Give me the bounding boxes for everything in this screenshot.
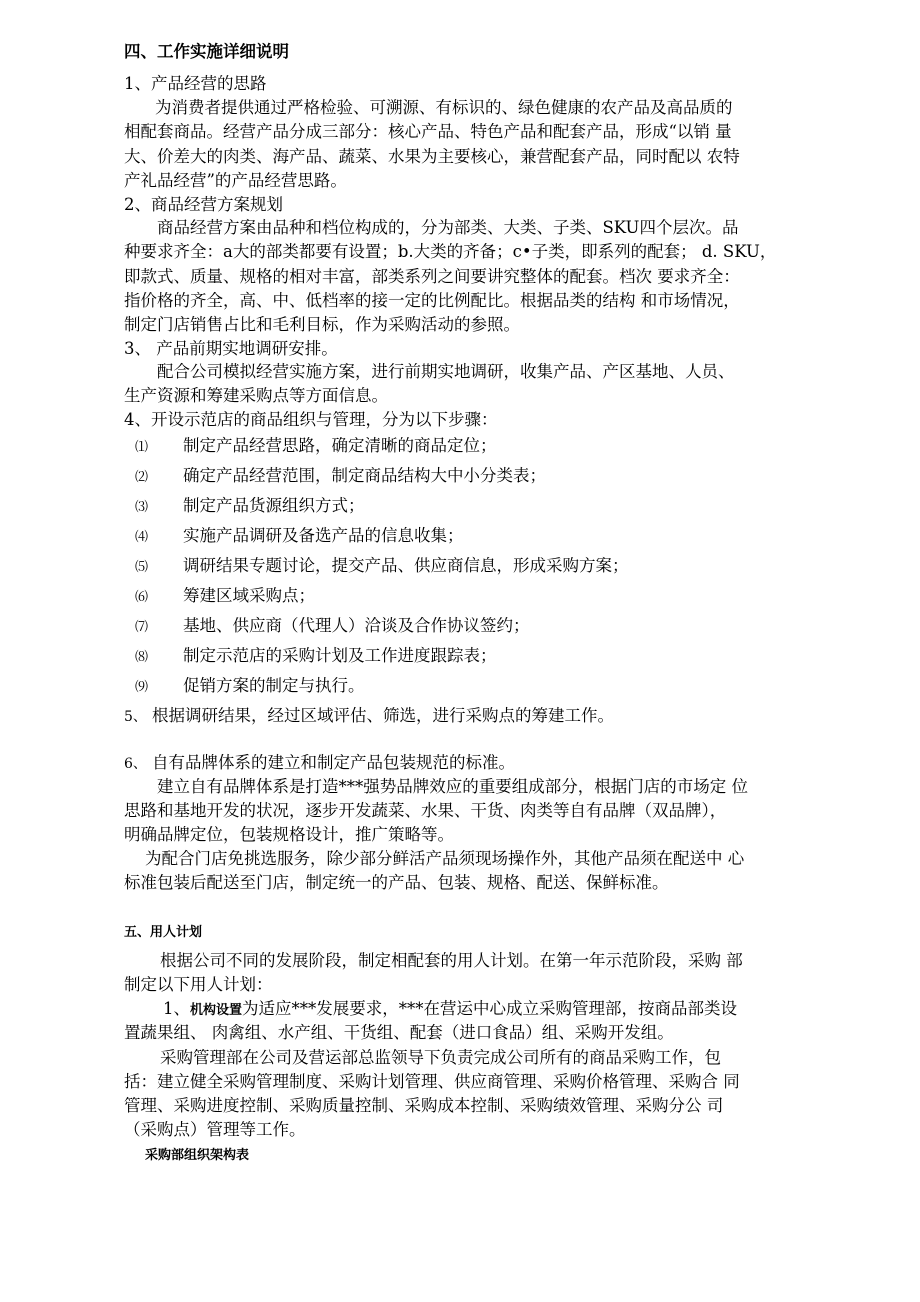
step-item [135,524,464,550]
step-number: ⑵ [135,470,149,485]
p2-line: 商品经营方案由品种和档位构成的，分为部类、大类、子类、SKU四个层次。品 [157,218,739,237]
p5-text: 根据调研结果，经过区域评估、筛选，进行采购点的筹建工作。 [152,706,614,725]
step-item [135,674,365,700]
p6-number: 6、 [124,756,147,772]
s5-line: （采购点）管理等工作。 [124,1120,306,1139]
p6-line: 为配合门店免挑选服务，除少部分鲜活产品须现场操作外，其他产品须在配送中 心 [145,849,745,868]
p2-heading: 2、商品经营方案规划 [124,195,283,214]
step-item [135,434,497,460]
step-text: 基地、供应商（代理人）洽谈及合作协议签约； [183,616,530,635]
step-number: ⑺ [135,620,149,635]
p3-line: 生产资源和筹建采购点等方面信息。 [124,386,388,405]
section4-title: 四、工作实施详细说明 [124,42,289,61]
p1-heading: 1、产品经营的思路 [124,74,267,93]
step-text: 制定示范店的采购计划及工作进度跟踪表； [183,646,497,665]
step-text: 制定产品经营思路，确定清晰的商品定位； [183,436,497,455]
p2-line: 指价格的齐全，高、中、低档率的接一定的比例配比。根据品类的结构 和市场情况， [124,291,740,310]
p2-line: 种要求齐全：a大的部类都要有设置；b.大类的齐备；c•子类，即系列的配套； d. SKU， [124,242,777,261]
s5-line: 制定以下用人计划： [124,975,273,994]
step-number: ⑸ [135,560,149,575]
p6-text: 自有品牌体系的建立和制定产品包装规范的标准。 [152,753,515,772]
p1-line: 产礼品经营”的产品经营思路。 [124,171,347,190]
step-item [135,554,629,580]
item1-number: 1、 [163,999,190,1018]
p3-heading: 3、 产品前期实地调研安排。 [124,339,338,358]
step-number: ⑹ [135,590,149,605]
s5-line: 置蔬果组、 肉禽组、水产组、干货组、配套（进口食品）组、采购开发组。 [124,1023,674,1042]
org-chart-caption: 采购部组织架构表 [145,1148,250,1163]
step-item [135,644,497,670]
step-text: 调研结果专题讨论，提交产品、供应商信息，形成采购方案； [183,556,629,575]
s5-item1 [163,997,737,1023]
s5-line: 采购管理部在公司及营运部总监领导下负责完成公司所有的商品采购工作，包 [160,1048,721,1067]
p1-line: 相配套商品。经营产品分成三部分：核心产品、特色产品和配套产品，形成“以销 量 [124,122,732,141]
p5-number: 5、 [124,709,147,725]
step-text: 筹建区域采购点； [183,586,315,605]
step-text: 促销方案的制定与执行。 [183,676,365,695]
p6-line: 标准包装后配送至门店，制定统一的产品、包装、规格、配送、保鲜标准。 [124,873,669,892]
section5-title: 五、用人计划 [124,925,203,940]
p5-item [124,704,614,729]
step-text: 制定产品货源组织方式； [183,496,365,515]
step-text: 实施产品调研及备选产品的信息收集； [183,526,464,545]
step-number: ⑼ [135,680,149,695]
step-item [135,584,315,610]
p1-line: 大、价差大的肉类、海产品、蔬菜、水果为主要核心，兼营配套产品，同时配以 农特 [124,147,740,166]
item1-text: 为适应***发展要求，***在营运中心成立采购管理部，按商品部类设 [242,999,738,1018]
p4-heading: 4、开设示范店的商品组织与管理，分为以下步骤： [124,410,498,429]
s5-line: 括：建立健全采购管理制度、采购计划管理、供应商管理、采购价格管理、采购合 同 [124,1072,740,1091]
step-number: ⑴ [135,440,149,455]
step-number: ⑶ [135,500,149,515]
p6-line: 明确品牌定位，包装规格设计，推广策略等。 [124,825,454,844]
step-item [135,614,530,640]
step-number: ⑷ [135,530,149,545]
p6-item [124,751,515,776]
p1-line: 为消费者提供通过严格检验、可溯源、有标识的、绿色健康的农产品及高品质的 [155,98,733,117]
p6-line: 思路和基地开发的状况，逐步开发蔬菜、水果、干货、肉类等自有品牌（双品牌）， [124,801,727,820]
item1-label: 机构设置 [190,1003,243,1018]
step-item [135,494,365,520]
p2-line: 即款式、质量、规格的相对丰富，部类系列之间要讲究整体的配套。档次 要求齐全： [124,267,740,286]
s5-line: 管理、采购进度控制、采购质量控制、采购成本控制、采购绩效管理、采购分公 司 [124,1096,724,1115]
s5-line: 根据公司不同的发展阶段，制定相配套的用人计划。在第一年示范阶段，采购 部 [160,951,743,970]
step-text: 确定产品经营范围，制定商品结构大中小分类表； [183,466,546,485]
step-item [135,464,546,490]
p6-line: 建立自有品牌体系是打造***强势品牌效应的重要组成部分，根据门店的市场定 位 [157,777,748,796]
step-number: ⑻ [135,650,149,665]
p3-line: 配合公司模拟经营实施方案，进行前期实地调研，收集产品、产区基地、人员、 [157,362,735,381]
p2-line: 制定门店销售占比和毛利目标，作为采购活动的参照。 [124,315,520,334]
